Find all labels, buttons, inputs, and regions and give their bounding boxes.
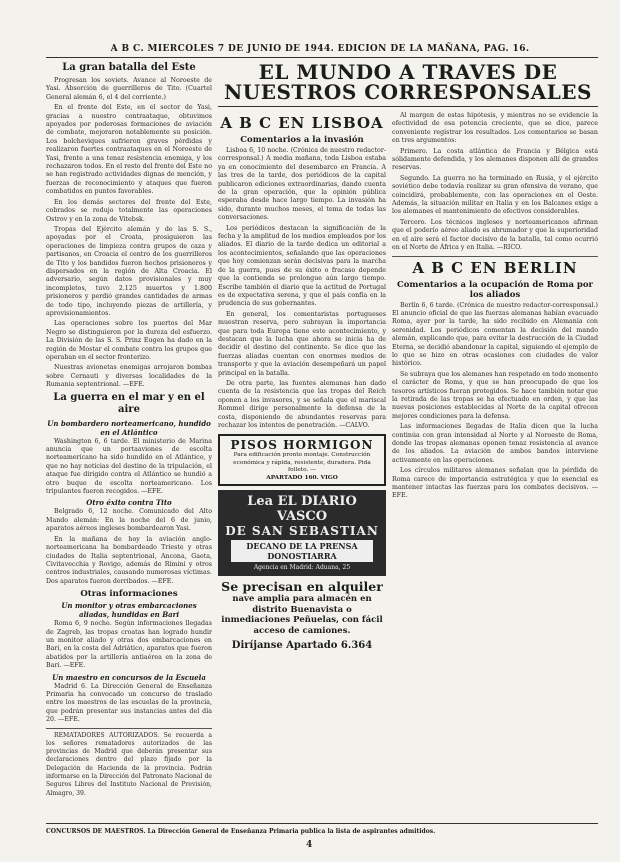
article-title-sea-air: La guerra en el mar y en el aire	[53, 391, 205, 415]
paragraph: Tropas del Ejército alemán y de las S. S., apoyadas por el Croata, prosiguieron las operaciones de limpieza contra grupos de caza y partisanos, en Croacia el centro de los guerrilleros de Tito y los bandidos fueron hechos prisioneros y dispersados en la región de Alta Croacia. El adversario, según datos provisionales y muy incompletos, tuvo 2.125 muertos y 1.800 prisioneros y perdió grandes cantidades de armas de todo tipo, incluyendo piezas de artillería, y aprovisionamientos.	[46, 225, 212, 317]
ad-diario-vasco	[218, 490, 386, 576]
paragraph: En la mañana de hoy la aviación anglo-norteamericana ha bombardeado Trieste y otras ciudades de Italia septentrional, Ancona, Gaeta, Civitavecchia y Rovigo, además de Rímini y otros centros industriales, causando numerosas víctimas. Dos aparatos fueron derribados. —EFE.	[46, 535, 212, 585]
ad-title: Se precisan en alquiler	[221, 579, 383, 595]
article-subtitle: Comentarios a la ocupación de Roma por los aliados	[396, 279, 594, 300]
paragraph: Madrid 6. La Dirección General de Enseñanza Primaria ha convocado un concurso de traslado entre los maestros de las escuelas de la provincia, que podrán presentar sus instancias antes del día 20. —EFE.	[46, 682, 212, 724]
header-rule	[46, 57, 598, 58]
paragraph: Berlín 6, 6 tarde. (Crónica de nuestro redactor-corresponsal.) El anuncio oficial de que las fuerzas alemanas habían evacuado Roma, ayer por la tarde, ha sido recibido en Alemania con serenidad. Los periódicos comentan la decisión del mando alemán, explicando que, para evitar la destrucción de la Ciudad Eterna, se decidió abandonar la capital, siguiendo el ejemplo de lo que se hizo en otras ocasiones con ciudades de valor histórico.	[392, 301, 598, 368]
ad-subtitle: DE SAN SEBASTIAN	[225, 524, 379, 539]
paragraph: Progresan los soviets. Avance al Noroeste de Yasi. Absorción de guerrilleros de Tito. (Cuartel General alemán 6, el 4 del corriente.)	[46, 77, 212, 101]
ad-alquiler	[218, 580, 386, 653]
ad-tagline: DECANO DE LA PRENSA DONOSTIARRA	[231, 540, 373, 562]
paragraph: Los periódicos destacan la significación de la fecha y la amplitud de los medios empleados por los aliados. El diario de la tarde dedica un editorial a los acontecimientos, señalando que las operaciones que hoy comienzan serán decisivas para la marcha de la guerra, pues de su éxito o fracaso depende que la contienda se prolongue aún largo tiempo. Escribe también el diario que la actitud de Portugal es de expectativa serena, y que el país confía en la prudencia de sus gobernantes.	[218, 224, 386, 308]
paragraph: De otra parte, las fuentes alemanas han dado cuenta de la resistencia que las tropas del Reich oponen a los invasores, y se señala que el mariscal Rommel dirige personalmente la defensa de la costa, disponiendo de abundantes reservas para rechazar los intentos de penetración. —CALVO.	[218, 379, 386, 429]
paragraph: Las informaciones llegadas de Italia dicen que la lucha continúa con gran intensidad al Norte y al Noroeste de Roma, donde las tropas alemanas oponen tenaz resistencia al avance de los aliados. La aviación de ambos bandos interviene activamente en las operaciones.	[392, 423, 598, 464]
page-number: 4	[306, 840, 313, 850]
paragraph: En los demás sectores del frente del Este, cobrados se redujo totalmente las operaciones Ostrov y en la zona de Vitebsk.	[46, 198, 212, 223]
paragraph: Tercero. Los técnicos ingleses y norteamericanos afirman que el poderío aéreo aliado es abrumador y que la superioridad en el aire será el factor decisivo de la batalla, tal como ocurrió en el Norte de África y en Italia. —RICO.	[392, 218, 598, 252]
paragraph: Al margen de estas hipótesis, y mientras no se evidencie la efectividad de esa potencia creciente, que se dice, parece conveniente registrar los resultados. Los comentarios se basan en tres argumentos:	[392, 112, 598, 145]
article-title-lisboa: A B C EN LISBOA	[220, 114, 384, 132]
paragraph: Primero. La costa atlántica de Francia y Bélgica está sólidamente defendida, y los alemanes disponen allí de grandes reservas.	[392, 147, 598, 172]
ad-title: Lea EL DIARIO VASCO	[247, 494, 357, 525]
page-header: A B C. MIERCOLES 7 DE JUNIO DE 1944. EDICION DE LA MAÑANA, PAG. 16.	[110, 44, 530, 54]
paragraph: Se subraya que los alemanes han respetado en todo momento el carácter de Roma, y que se han preocupado de que los tesoros artísticos fueran protegidos. Se hace también notar que la retirada de las tropas se ha efectuado en orden, y que las nuevas posiciones establecidas al Norte de la capital ofrecen mejores condiciones para la defensa.	[392, 370, 598, 420]
article-subtitle: Un bombardero norteamericano, hundido en el Atlántico	[47, 418, 211, 437]
paragraph: Washington 6, 6 tarde. El ministerio de Marina anuncia que un portaaviones de escolta norteamericano ha sido hundido en el Atlántico, y que no hay noticias del destino de la tripulación, el ataque fue dirigido contra el Atlántico se hundió a otro buque de escolta norteamericano. Los tripulantes fueron recogidos. —EFE.	[46, 437, 212, 496]
paragraph: Nuestras avionetas enemigas arrojaron bombas sobre Cernauti y diversas localidades de la Rumania septentrional. —EFE.	[46, 364, 212, 389]
article-subtitle: Comentarios a la invasión	[240, 135, 364, 145]
ad-pisos-hormigon	[218, 434, 386, 486]
paragraph: Los círculos militares alemanes señalan que la pérdida de Roma carece de importancia estratégica y que lo esencial es mantener intactas las fuerzas para los combates decisivos. —EFE.	[392, 467, 598, 500]
paragraph: En general, los comentaristas portugueses muestran reserva, pero subrayan la importancia que para toda Europa tiene este acontecimiento, y destacan que la lucha que ahora se inicia ha de decidir el destino del continente. Se dice que las fuerzas aliadas cuentan con enormes medios de transporte y que la aviación desempeñará un papel principal en la batalla.	[218, 310, 386, 377]
ad-text: Para edificación pronto montaje. Construcción económica y rápida, resistente, duradera. Pida folleto. —	[233, 452, 371, 474]
paragraph: Roma 6, 9 noche. Según informaciones llegadas de Zagreb, las tropas croatas han logrado hundir un monitor aliado y otras dos embarcaciones en Bari, en la costa del Adriático, aparatos que fueron abatidos por la artillería antiaérea en la zona de Bari. —EFE.	[46, 620, 212, 670]
paragraph: En el frente del Este, en el sector de Yasi, gracias a nuestro contraataque, obtuvimos apoyados por poderosas formaciones de aviación de combate, mejoraron notablemente su posición. Los bolcheviques sufrieron graves pérdidas y realizaron fuertes contraataques en el Noroeste de Yasi, frente a una tenaz resistencia enemiga, y los rechazaron todos. En el resto del frente del Este no se han registrado actividades dignas de mención, y fuerzas de reconocimiento y ataques que fueron combatidos en puntos favorables.	[46, 104, 212, 196]
banner-headline: EL MUNDO A TRAVES DE NUESTROS CORRESPONSALES	[224, 60, 592, 104]
paragraph: Belgrado 6, 12 noche. Comunicado del Alto Mando alemán: En la noche del 6 de junio, aparatos aéreos ingleses bombardearon Yasi.	[46, 508, 212, 533]
article-title-east: La gran batalla del Este	[62, 62, 196, 73]
divider	[46, 728, 212, 729]
paragraph: REMATADORES AUTORIZADOS. Se recuerda a los señores rematadores autorizados de las provincias de Madrid que deberán presentar sus declaraciones dentro del plazo fijado por la Delegación de Hacienda de la provincia. Podrán informarse en la Dirección del Patronato Nacional de Seguros Libres del Instituto Nacional de Previsión, Almagro, 39.	[46, 731, 212, 797]
ad-title: PISOS HORMIGON	[230, 438, 374, 453]
column-middle	[218, 112, 386, 820]
column-right	[392, 112, 598, 820]
column-left	[46, 60, 212, 820]
divider	[392, 256, 598, 257]
footer-note: CONCURSOS DE MAESTROS. La Dirección General de Enseñanza Primaria publica la lista de aspirantes admitidos.	[46, 828, 436, 835]
ad-contact: APARTADO 160. VIGO	[266, 474, 338, 481]
paragraph: Lisboa 6, 10 noche. (Crónica de nuestro redactor-corresponsal.) A media mañana, toda Lisboa estaba ya en conocimiento del desembarco en Francia. A las tres de la tarde, dos periódicos de la capital publicaron ediciones extraordinarias, dando cuenta de la gran operación, que la opinión pública esperaba desde hace largo tiempo. La invasión ha sido, durante muchos meses, el tema de todas las conversaciones.	[218, 147, 386, 222]
article-subtitle: Un monitor y otras embarcaciones aliadas, hundidas en Bari	[61, 601, 197, 620]
paragraph: Las operaciones sobre los puertos del Mar Negro se distinguieron por la dureza del esfuerzo. La División de las S. S. Prinz Eugen ha dado en la región de Mostar el combate contra los grupos que operaban en el sector fronterizo.	[46, 320, 212, 361]
ad-contact: Agencia en Madrid: Aduana, 25	[253, 564, 351, 572]
article-title-other: Otras informaciones	[80, 589, 178, 600]
article-subtitle: Un maestro en concursos de la Escuela	[52, 672, 206, 682]
footer-rule	[46, 823, 598, 824]
paragraph: Segundo. La guerra no ha terminado en Rusia, y el ejército soviético debe todavía realizar su gran ofensiva de verano, que coincidirá, probablemente, con las operaciones en el Oeste. Además, la situación militar en Italia y en los Balcanes exige a los alemanes el mantenimiento de efectivos considerables.	[392, 174, 598, 216]
banner-rule	[218, 106, 598, 107]
article-title-berlin: A B C EN BERLIN	[412, 258, 578, 277]
article-subtitle: Otro éxito contra Tito	[86, 498, 172, 508]
ad-contact: Diríjanse Apartado 6.364	[231, 640, 373, 652]
ad-body: nave amplia para almacén en distrito Buenavista o inmediaciones Peñuelas, con fácil acceso de camiones.	[221, 594, 383, 636]
